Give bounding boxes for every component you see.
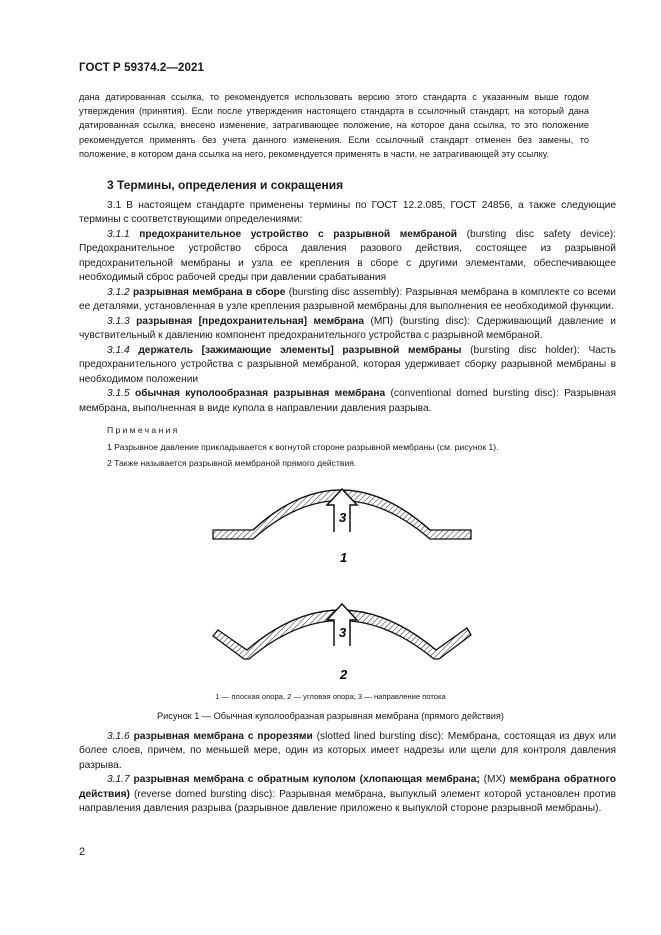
- clause-3-1: 3.1 В настоящем стандарте применены термины по ГОСТ 12.2.085, ГОСТ 24856, а также следующие термины с соответствующими определениями:: [79, 200, 616, 226]
- term-3-1-3: [79, 315, 616, 344]
- term-number: 3.1.2: [107, 286, 130, 298]
- term-english: (slotted lined bursting disc):: [316, 731, 444, 742]
- term-3-1-1: [79, 228, 616, 285]
- term-english: (МП) (bursting disc):: [370, 315, 470, 327]
- label-3-lower: 3: [339, 625, 347, 640]
- term-definition: Сдерживающий давление и чувствительный к давлению компонент предохранительного устройства с разрывной мембраной.: [79, 315, 616, 342]
- term-title: разрывная мембрана с обратным куполом (хлопающая мембрана;: [133, 774, 480, 786]
- term-english: (reverse domed bursting disc):: [133, 788, 276, 800]
- term-number: 3.1.5: [107, 388, 130, 400]
- note-item-1: 1 Разрывное давление прикладывается к вогнутой стороне разрывной мембраны (см. рисунок 1).: [107, 441, 499, 452]
- term-title: разрывная [предохранительная] мембрана: [136, 315, 364, 327]
- figure-1-drawing: [0, 470, 661, 690]
- term-title: предохранительное устройство с разрывной мембраной: [139, 229, 458, 241]
- figure-legend: 1 — плоская опора, 2 — угловая опора; 3 — направление потока: [215, 692, 446, 701]
- term-number: 3.1.7: [107, 774, 130, 786]
- term-number: 3.1.4: [107, 344, 130, 356]
- angular-support-membrane: [213, 604, 471, 682]
- term-english: (bursting disc safety device):: [466, 229, 616, 241]
- term-definition: Разрывная мембрана, выпуклый элемент которой установлен против направления давления разрыва (разрывное давление приложено к выпуклой стороне разрывной мембраны).: [79, 788, 616, 814]
- term-definition: Мембрана, состоящая из двух или более слоев, причем, по меньшей мере, один из которых имеет надрезы или щели для контроля давления разрыва.: [79, 731, 617, 771]
- term-title: держатель [зажимающие элементы] разрывной мембраны: [138, 344, 462, 356]
- note-item-2: 2 Также называется разрывной мембраной прямого действия.: [107, 458, 357, 468]
- term-definition: Разрывная мембрана, выполненная в виде купола в направлении давления разрыва.: [79, 388, 616, 414]
- section-title: 3 Термины, определения и сокращения: [107, 178, 344, 192]
- notes-title: Примечания: [107, 425, 180, 435]
- term-definition: Предохранительное устройство сброса давления разового действия, состоящее из разрывной предохранительной мембраны и узла ее крепления в сборе с другими элементами, обеспечивающее необходимый сброс рабочей среды при давлении срабатывания: [79, 243, 616, 283]
- term-3-1-5: [79, 387, 616, 416]
- label-3-upper: 3: [339, 510, 347, 525]
- term-title: разрывная мембрана в сборе: [132, 286, 286, 298]
- section-body-continued: [79, 730, 616, 817]
- term-title-2: мембрана обратного действия): [79, 774, 616, 800]
- flat-support-membrane: [213, 489, 471, 565]
- notes-block: [107, 422, 617, 472]
- intro-text: дана датированная ссылка, то рекомендуется использовать версию этого стандарта с указанным выше годом утверждения (принятия). Если после утверждения настоящего стандарта в ссылочный стандарт, на который дана датированная ссылка, внесено изменение, затрагивающее положение, на которое дана ссылка, то это положение рекомендуется применять без учета данного изменения. Если ссылочный стандарт отменен без замены, то положение, в котором дана ссылка на него, рекомендуется применять в части, не затрагивающей эту ссылку.: [79, 92, 589, 159]
- term-3-1-2: [79, 286, 616, 315]
- label-2: 2: [340, 667, 348, 682]
- term-definition: Часть предохранительного устройства с разрывной мембраной, которая удерживает сборку разрывной мембраны в необходимом положении: [79, 344, 616, 385]
- term-number: 3.1.6: [107, 731, 130, 742]
- intro-paragraph: [79, 90, 589, 161]
- section-body: [79, 199, 616, 416]
- page-number: 2: [79, 846, 86, 858]
- term-english: (conventional domed bursting disc):: [390, 388, 559, 400]
- term-title: разрывная мембрана с прорезями: [133, 731, 313, 742]
- term-number: 3.1.1: [107, 229, 130, 241]
- term-abbreviation: (МХ): [483, 774, 506, 786]
- term-3-1-6: [79, 730, 616, 773]
- term-number: 3.1.3: [107, 315, 130, 327]
- label-1: 1: [340, 550, 348, 565]
- term-3-1-4: [79, 344, 616, 387]
- term-english: (bursting disc assembly):: [288, 286, 403, 298]
- term-3-1-7: [79, 773, 616, 816]
- term-definition: Разрывная мембрана в комплекте со всеми ее деталями, установленная в узле крепления разрывной мембраны для выполнения ее необходимой функции.: [79, 286, 616, 313]
- page-header: ГОСТ Р 59374.2—2021: [79, 62, 204, 74]
- term-english: (bursting disc holder):: [470, 344, 580, 356]
- figure-caption: Рисунок 1 — Обычная куполообразная разрывная мембрана (прямого действия): [157, 711, 504, 721]
- term-title: обычная куполообразная разрывная мембрана: [135, 388, 386, 400]
